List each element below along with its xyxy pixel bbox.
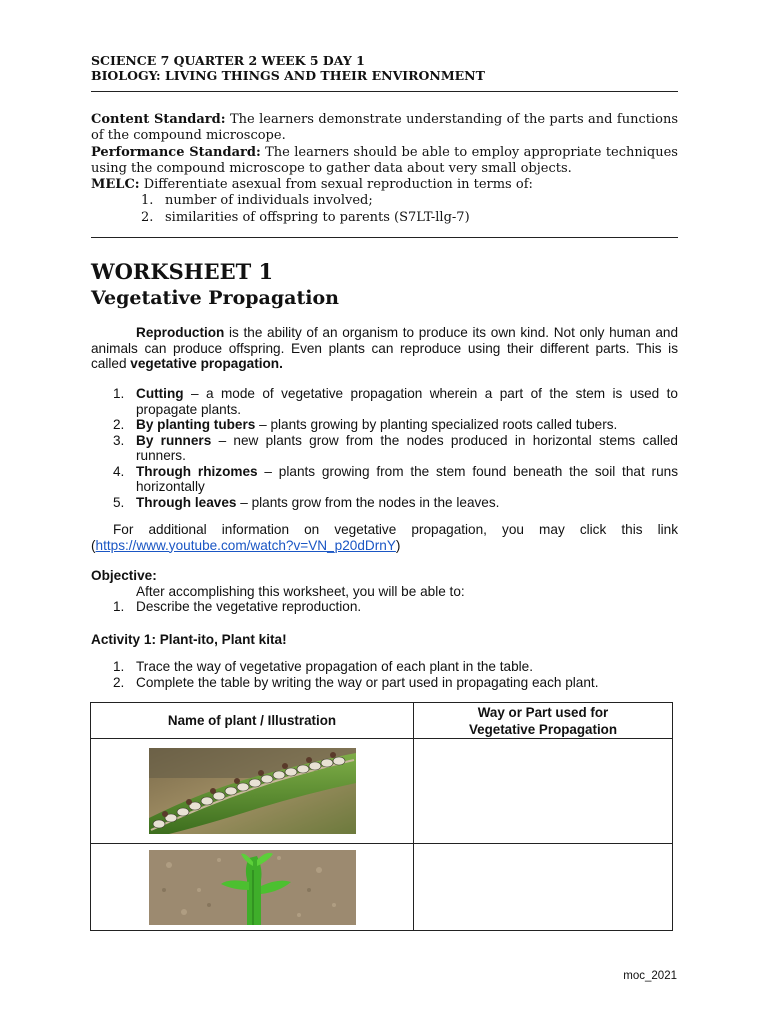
methods-list: [91, 386, 678, 510]
document-header: [91, 53, 681, 83]
list-number: 1.: [113, 599, 125, 614]
table-row: [91, 739, 673, 844]
additional-info-paragraph: [91, 522, 678, 553]
objective-lead: After accomplishing this worksheet, you will be able to:: [136, 583, 465, 599]
list-number: 1.: [113, 386, 125, 401]
method-name: By runners: [136, 432, 212, 448]
objective-item: [91, 599, 678, 615]
performance-standard-text: The learners should be able to employ appropriate techniques using the compound microscope to gather data about very small objects.: [91, 144, 678, 176]
performance-standard-label: Performance Standard:: [91, 144, 261, 160]
objective-label: [91, 568, 678, 584]
melc-item-text: number of individuals involved;: [165, 193, 373, 209]
objective-label-text: Objective:: [91, 568, 157, 583]
intro-text: is the ability of an organism to produce its own kind. Not only human and animals can produce offspring. Even plants can reproduce using their different parts. This is called: [91, 325, 678, 371]
plant-illustration-cell: [91, 844, 414, 931]
melc-item: [91, 193, 678, 209]
header-divider: [91, 91, 678, 92]
worksheet-title: WORKSHEET 1: [91, 259, 274, 284]
activity-step-text: Complete the table by writing the way or part used in propagating each plant.: [136, 674, 599, 690]
standards-section: [91, 112, 678, 226]
standards-divider: [91, 237, 678, 238]
content-standard: [91, 112, 678, 145]
method-name: By planting tubers: [136, 417, 256, 432]
activity-step: [91, 675, 678, 691]
activity-step: [91, 659, 678, 675]
melc-text: Differentiate asexual from sexual reproduction in terms of:: [139, 177, 533, 193]
list-number: 1.: [113, 659, 125, 674]
list-number: 3.: [113, 432, 125, 448]
kalanchoe-leaf-image: [149, 748, 356, 834]
method-name: Through rhizomes: [136, 463, 258, 479]
additional-text: For additional information on vegetative propagation, you may click this link (: [91, 522, 678, 553]
list-number: 2.: [113, 674, 125, 690]
footer-credit: moc_2021: [623, 970, 677, 982]
list-number: 2.: [141, 209, 154, 225]
list-number: 1.: [141, 193, 154, 209]
intro-term: Reproduction: [136, 325, 225, 340]
method-item: [91, 495, 678, 511]
activity-title: [91, 632, 678, 648]
table-row: [91, 844, 673, 931]
list-number: 4.: [113, 463, 125, 479]
plant-illustration-cell: [91, 739, 414, 844]
table-header-way: Way or Part used for Vegetative Propagation: [414, 703, 673, 739]
content-standard-text: The learners demonstrate understanding of the parts and functions of the compound microscope.: [91, 112, 679, 144]
objective-list: [91, 599, 678, 615]
table-header-plant: Name of plant / Illustration: [91, 703, 414, 739]
objective-section: [91, 568, 678, 615]
stem-cutting-image: [149, 850, 356, 925]
method-item: [91, 464, 678, 495]
activity-step-text: Trace the way of vegetative propagation of each plant in the table.: [136, 659, 533, 674]
additional-close: ): [395, 537, 401, 553]
performance-standard: [91, 145, 678, 178]
intro-term2: vegetative propagation.: [130, 356, 283, 371]
method-name: Through leaves: [136, 494, 237, 510]
method-name: Cutting: [136, 386, 184, 401]
answer-cell[interactable]: [414, 739, 673, 844]
objective-item-text: Describe the vegetative reproduction.: [136, 599, 362, 614]
activity-table: [90, 702, 673, 931]
list-number: 2.: [113, 417, 125, 432]
content-standard-label: Content Standard:: [91, 112, 226, 127]
method-desc: – a mode of vegetative propagation wherein a part of the stem is used to propagate plants.: [136, 386, 678, 417]
melc-list: [91, 193, 678, 226]
method-desc: – plants grow from the nodes in the leaves.: [236, 494, 500, 510]
method-desc: – plants growing by planting specialized roots called tubers.: [255, 417, 618, 432]
activity-title-text: Activity 1: Plant-ito, Plant kita!: [91, 632, 287, 647]
list-number: 5.: [113, 494, 125, 510]
method-desc: – new plants grow from the nodes produced in horizontal stems called runners.: [136, 432, 678, 463]
melc: [91, 177, 678, 193]
melc-item: [91, 210, 678, 226]
answer-cell[interactable]: [414, 844, 673, 931]
table-header-row: [91, 703, 673, 739]
method-item: [91, 433, 678, 464]
youtube-link[interactable]: https://www.youtube.com/watch?v=VN_p20dDrnY: [95, 537, 396, 553]
melc-item-text: similarities of offspring to parents (S7LT-llg-7): [165, 209, 470, 225]
worksheet-subtitle: Vegetative Propagation: [91, 287, 339, 309]
method-item: [91, 386, 678, 417]
melc-label: MELC:: [91, 177, 140, 193]
method-item: [91, 417, 678, 433]
method-desc: – plants growing from the stem found beneath the soil that runs horizontally: [136, 463, 678, 494]
activity-steps: [91, 659, 678, 690]
header-course-line: SCIENCE 7 QUARTER 2 WEEK 5 DAY 1: [91, 53, 365, 68]
header-topic-line: BIOLOGY: LIVING THINGS AND THEIR ENVIRONMENT: [91, 68, 485, 83]
intro-paragraph: [91, 325, 678, 372]
